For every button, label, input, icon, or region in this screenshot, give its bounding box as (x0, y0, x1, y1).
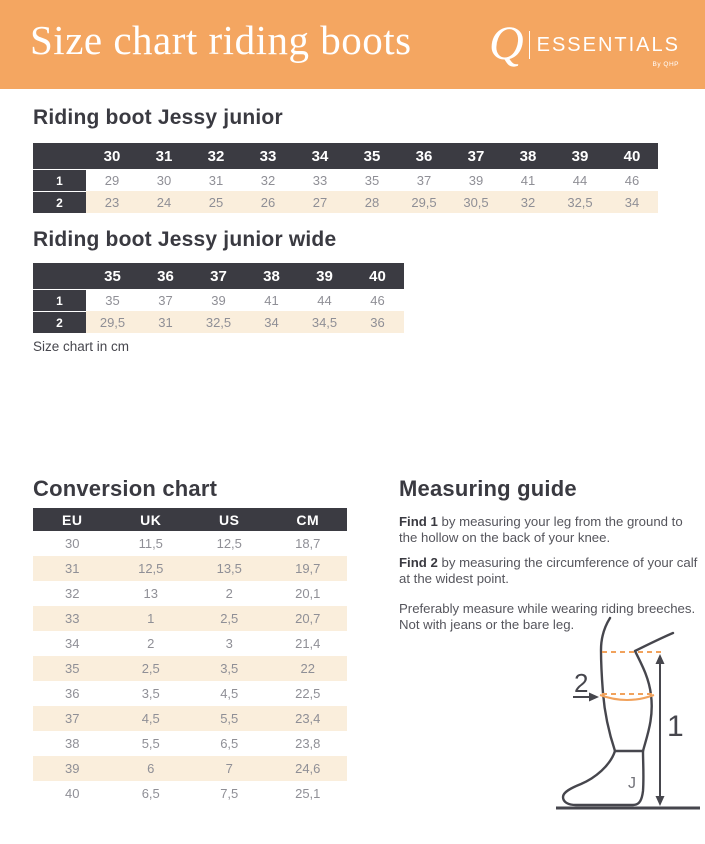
size-value-cell: 26 (242, 191, 294, 213)
heading-measuring-guide: Measuring guide (399, 476, 577, 501)
conversion-value-cell: 3,5 (190, 656, 269, 681)
size-header-cell: 34 (294, 143, 346, 169)
conversion-value-cell: 2,5 (112, 656, 191, 681)
ankle-j-label: J (628, 775, 636, 792)
size-value-cell: 28 (346, 191, 398, 213)
brand-logo (489, 18, 680, 70)
measuring-paragraph: Preferably measure while wearing riding breeches. Not with jeans or the bare leg. (399, 601, 696, 633)
size-header-cell: 38 (502, 143, 554, 169)
conversion-value-cell: 32 (33, 581, 112, 606)
conversion-value-cell: 2 (190, 581, 269, 606)
size-value-cell: 46 (351, 289, 404, 311)
size-value-cell: 33 (294, 169, 346, 191)
conversion-value-cell: 36 (33, 681, 112, 706)
header-band (0, 0, 705, 89)
size-header-cell: 40 (606, 143, 658, 169)
size-value-cell: 29,5 (86, 311, 139, 333)
size-value-cell: 37 (398, 169, 450, 191)
size-value-cell: 35 (346, 169, 398, 191)
conversion-value-cell: 4,5 (190, 681, 269, 706)
measuring-paragraph: Find 2 by measuring the circumference of your calf at the widest point. (399, 554, 698, 586)
conversion-value-cell: 30 (33, 531, 112, 556)
size-value-cell: 41 (245, 289, 298, 311)
row-label-cell: 2 (33, 191, 86, 213)
conversion-value-cell: 6 (112, 756, 191, 781)
conversion-value-cell: 22 (269, 656, 348, 681)
conversion-value-cell: 13,5 (190, 556, 269, 581)
leg-measuring-diagram (543, 608, 705, 843)
size-header-cell: 30 (86, 143, 138, 169)
row-label-cell: 2 (33, 311, 86, 333)
row-label-cell: 1 (33, 169, 86, 191)
size-value-cell: 30,5 (450, 191, 502, 213)
conversion-value-cell: 3 (190, 631, 269, 656)
size-header-cell: 38 (245, 263, 298, 289)
size-value-cell: 36 (351, 311, 404, 333)
size-value-cell: 32,5 (554, 191, 606, 213)
size-table-junior-wide (33, 263, 404, 333)
size-value-cell: 32,5 (192, 311, 245, 333)
size-value-cell: 34,5 (298, 311, 351, 333)
logo-byline: By QHP (652, 61, 679, 68)
size-header-cell: 39 (298, 263, 351, 289)
leg-front-contour (601, 618, 615, 751)
conversion-value-cell: 2,5 (190, 606, 269, 631)
calf-arrow-head (589, 693, 599, 702)
conversion-header-cell: EU (33, 508, 112, 531)
conversion-value-cell: 6,5 (190, 731, 269, 756)
size-table-junior (33, 143, 658, 213)
size-header-cell: 31 (138, 143, 190, 169)
size-value-cell: 31 (190, 169, 242, 191)
conversion-value-cell: 4,5 (112, 706, 191, 731)
conversion-value-cell: 38 (33, 731, 112, 756)
conversion-value-cell: 34 (33, 631, 112, 656)
size-value-cell: 32 (242, 169, 294, 191)
conversion-value-cell: 2 (112, 631, 191, 656)
calf-circumference-arc (600, 695, 654, 700)
heading-junior-wide: Riding boot Jessy junior wide (33, 228, 337, 251)
size-value-cell: 35 (86, 289, 139, 311)
size-value-cell: 37 (139, 289, 192, 311)
conversion-value-cell: 35 (33, 656, 112, 681)
size-value-cell: 29,5 (398, 191, 450, 213)
conversion-value-cell: 22,5 (269, 681, 348, 706)
size-value-cell: 39 (192, 289, 245, 311)
conversion-value-cell: 18,7 (269, 531, 348, 556)
size-value-cell: 24 (138, 191, 190, 213)
conversion-value-cell: 3,5 (112, 681, 191, 706)
size-header-cell: 32 (190, 143, 242, 169)
conversion-value-cell: 1 (112, 606, 191, 631)
arrow-head-down (656, 796, 665, 806)
size-header-cell: 36 (398, 143, 450, 169)
size-value-cell: 25 (190, 191, 242, 213)
size-value-cell: 29 (86, 169, 138, 191)
size-header-cell: 37 (450, 143, 502, 169)
row-label-cell: 1 (33, 289, 86, 311)
size-value-cell: 32 (502, 191, 554, 213)
size-header-cell: 33 (242, 143, 294, 169)
logo-divider (529, 31, 530, 59)
conversion-value-cell: 7 (190, 756, 269, 781)
conversion-value-cell: 6,5 (112, 781, 191, 806)
page-title: Size chart riding boots (30, 17, 412, 63)
size-header-cell: 37 (192, 263, 245, 289)
size-value-cell: 44 (298, 289, 351, 311)
conversion-header-cell: UK (112, 508, 191, 531)
conversion-value-cell: 39 (33, 756, 112, 781)
conversion-value-cell: 5,5 (112, 731, 191, 756)
size-value-cell: 34 (245, 311, 298, 333)
size-header-cell: 39 (554, 143, 606, 169)
size-header-cell: 35 (86, 263, 139, 289)
conversion-value-cell: 19,7 (269, 556, 348, 581)
conversion-value-cell: 31 (33, 556, 112, 581)
conversion-value-cell: 12,5 (190, 531, 269, 556)
corner-cell (33, 143, 86, 169)
heading-junior: Riding boot Jessy junior (33, 106, 283, 129)
arrow-head-up (656, 654, 665, 664)
size-value-cell: 44 (554, 169, 606, 191)
heading-conversion-chart: Conversion chart (33, 476, 218, 501)
conversion-value-cell: 33 (33, 606, 112, 631)
conversion-value-cell: 21,4 (269, 631, 348, 656)
conversion-value-cell: 20,7 (269, 606, 348, 631)
size-value-cell: 23 (86, 191, 138, 213)
conversion-value-cell: 7,5 (190, 781, 269, 806)
conversion-header-cell: US (190, 508, 269, 531)
conversion-value-cell: 13 (112, 581, 191, 606)
size-header-cell: 40 (351, 263, 404, 289)
conversion-table (33, 508, 347, 806)
diagram-label-1: 1 (667, 710, 684, 743)
conversion-value-cell: 11,5 (112, 531, 191, 556)
conversion-value-cell: 23,8 (269, 731, 348, 756)
conversion-value-cell: 5,5 (190, 706, 269, 731)
conversion-value-cell: 25,1 (269, 781, 348, 806)
size-chart-unit-note: Size chart in cm (33, 339, 130, 354)
size-value-cell: 30 (138, 169, 190, 191)
conversion-header-cell: CM (269, 508, 348, 531)
size-value-cell: 39 (450, 169, 502, 191)
conversion-value-cell: 20,1 (269, 581, 348, 606)
size-value-cell: 27 (294, 191, 346, 213)
measuring-paragraph: Find 1 by measuring your leg from the ground to the hollow on the back of your knee. (399, 514, 683, 545)
diagram-label-2: 2 (574, 668, 589, 698)
conversion-value-cell: 40 (33, 781, 112, 806)
conversion-value-cell: 24,6 (269, 756, 348, 781)
conversion-value-cell: 12,5 (112, 556, 191, 581)
size-header-cell: 36 (139, 263, 192, 289)
size-header-cell: 35 (346, 143, 398, 169)
corner-cell (33, 263, 86, 289)
conversion-value-cell: 23,4 (269, 706, 348, 731)
conversion-value-cell: 37 (33, 706, 112, 731)
size-value-cell: 41 (502, 169, 554, 191)
size-value-cell: 31 (139, 311, 192, 333)
size-value-cell: 34 (606, 191, 658, 213)
logo-q-letter: Q (488, 17, 524, 70)
logo-wordmark: ESSENTIALS (536, 33, 680, 56)
size-value-cell: 46 (606, 169, 658, 191)
